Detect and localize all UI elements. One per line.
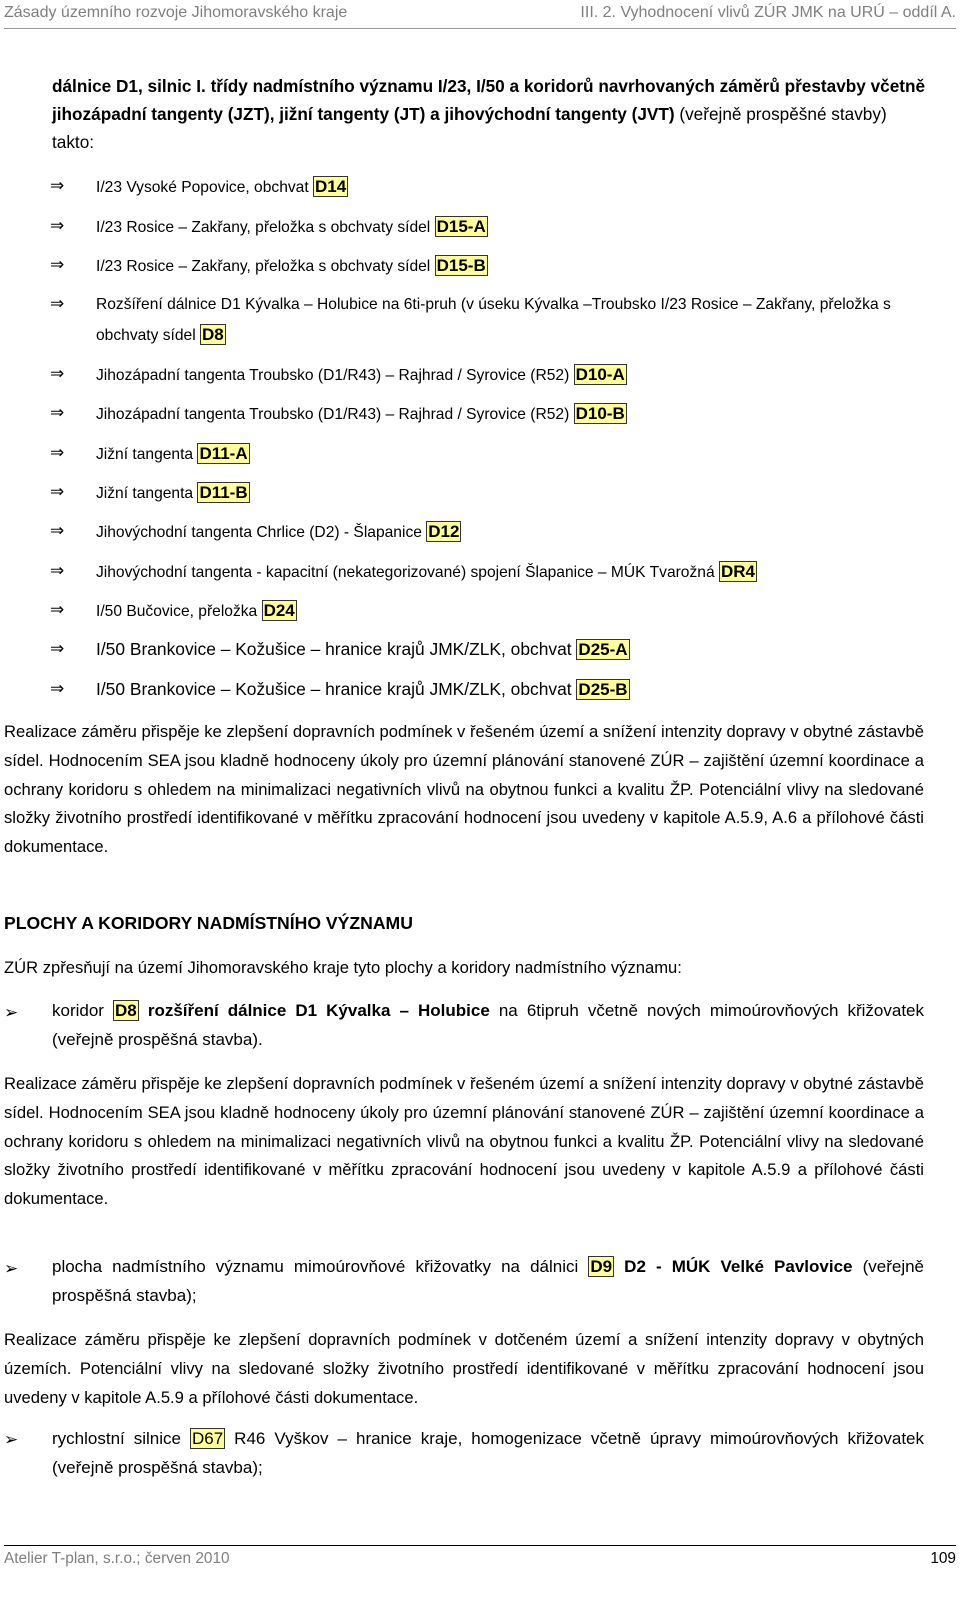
page-number: 109 [930,1550,956,1567]
section-heading: PLOCHY A KORIDORY NADMÍSTNÍHO VÝZNAMU [4,913,413,933]
page-footer [4,1545,956,1574]
footer-company: Atelier T-plan, s.r.o.; červen 2010 [4,1550,230,1567]
list-item [96,517,926,548]
bullet-item-d8: koridor D8 rozšíření dálnice D1 Kývalka – Holubice na 6tipruh včetně nových mimoúrovňových křižovatek (veřejně prospěšná stavba). [52,1001,924,1049]
list-item [96,596,926,627]
list-item [96,251,926,282]
list-item-code: D15-B [436,256,486,275]
list-item-code: D15-A [436,217,486,236]
bullet-item-d67: rychlostní silnice D67 R46 Vyškov – hranice kraje, homogenizace včetně úpravy mimoúrovňových křižovatek (veřejně prospěšná stavba); [52,1429,925,1477]
implies-arrow-icon: ⇒ [50,443,65,462]
paragraph-1: Realizace záměru přispěje ke zlepšení dopravních podmínek v řešeném území a snížení intenzity dopravy v obytné zástavbě sídel. Hodnocením SEA jsou kladně hodnoceny úkoly pro územní plánování stanovené ZÚR – zajištění územní koordinace a ochrany koridoru s ohledem na minimalizaci negativních vlivů na obytnou funkci a kvalitu ŽP. Potenciální vlivy na sledované složky životního prostředí identifikované v měřítku zpracování hodnocení jsou uvedeny v kapitole A.5.9, A.6 a přílohové části dokumentace. [4,722,924,857]
list-item-text: Jihozápadní tangenta Troubsko (D1/R43) – Rajhrad / Syrovice (R52) [96,367,574,384]
intro-bold: dálnice D1, silnic I. třídy nadmístního významu I/23, I/50 a koridorů navrhovaných záměrů přestavby včetně jihozápadní tangenty (JZT), jižní tangenty (JT) a jihovýchodní tangenty (JVT) [52,76,926,125]
list-item-text: I/23 Vysoké Popovice, obchvat [96,179,313,196]
list-item-text: I/50 Brankovice – Kožušice – hranice krajů JMK/ZLK, obchvat [96,679,577,699]
implies-arrow-icon: ⇒ [50,176,65,195]
list-item-code: D25-B [578,680,628,699]
implies-arrow-icon: ⇒ [50,679,65,698]
bullet-arrow-icon: ➢ [4,1259,19,1278]
implies-arrow-icon: ⇒ [50,600,65,619]
list-item-text: Jižní tangenta [96,485,198,502]
list-item [96,675,926,705]
list-item-text: I/50 Bučovice, přeložka [96,603,262,620]
list-item [96,212,926,243]
code-d8: D8 [115,1001,137,1020]
list-item-text: Jižní tangenta [96,446,198,463]
implies-arrow-icon: ⇒ [50,482,65,501]
list-item [96,172,926,203]
paragraph-2: ZÚR zpřesňují na území Jihomoravského kraje tyto plochy a koridory nadmístního významu: [4,958,682,977]
bullet-item-d9: plocha nadmístního významu mimoúrovňové křižovatky na dálnici D9 D2 - MÚK Velké Pavlovice (veřejně prospěšná stavba); [52,1257,925,1305]
list-item [96,439,926,470]
intro-paragraph [52,72,928,157]
paragraph-4: Realizace záměru přispěje ke zlepšení dopravních podmínek v dotčeném území a snížení intenzity dopravy v obytných územích. Potenciální vlivy na sledované složky životního prostředí identifikované v měřítku zpracování hodnocení jsou uvedeny v kapitole A.5.9 a přílohové části dokumentace. [4,1330,924,1407]
list-item-code: D11-A [199,444,248,463]
implies-arrow-icon: ⇒ [50,255,65,274]
list-item-text: I/23 Rosice – Zakřany, přeložka s obchvaty sídel [96,219,435,236]
header-title: Zásady územního rozvoje Jihomoravského kraje [4,4,348,21]
list-item [96,360,926,391]
list-item-text: I/50 Brankovice – Kožušice – hranice krajů JMK/ZLK, obchvat [96,639,577,659]
bullet-arrow-icon: ➢ [4,1003,19,1022]
code-d9: D9 [590,1257,613,1276]
implies-arrow-icon: ⇒ [50,639,65,658]
list-item-text: I/23 Rosice – Zakřany, přeložka s obchvaty sídel [96,258,435,275]
bullet-arrow-icon: ➢ [4,1430,19,1449]
list-item-code: D14 [315,177,347,196]
list-item [96,478,926,509]
page-header [4,2,956,29]
list-item [96,635,926,665]
list-item-code: D8 [202,324,224,344]
list-item [96,399,926,430]
list-item-code: D24 [263,601,295,620]
list-item-code: DR4 [720,562,755,581]
header-section: III. 2. Vyhodnocení vlivů ZÚR JMK na URÚ – oddíl A. [580,4,956,21]
list-item [96,290,926,350]
list-item-code: D25-A [578,640,628,659]
implies-arrow-icon: ⇒ [50,561,65,580]
list-item-code: D10-B [575,404,625,423]
list-item-code: D11-B [199,483,248,502]
implies-arrow-icon: ⇒ [50,521,65,540]
code-d67: D67 [192,1429,224,1448]
list-item-code: D10-A [575,365,625,384]
list-item-text: Jihovýchodní tangenta - kapacitní (nekategorizované) spojení Šlapanice – MÚK Tvarožná [96,564,719,581]
implies-arrow-icon: ⇒ [50,216,65,235]
list-item-code: D12 [428,522,460,541]
paragraph-3: Realizace záměru přispěje ke zlepšení dopravních podmínek v řešeném území a snížení intenzity dopravy v obytné zástavbě sídel. Hodnocením SEA jsou kladně hodnoceny úkoly pro územní plánování stanovené ZÚR – zajištění územní koordinace a ochrany koridoru s ohledem na minimalizaci negativních vlivů na obytnou funkci a kvalitu ŽP. Potenciální vlivy na sledované složky životního prostředí identifikované v měřítku zpracování hodnocení jsou uvedeny v kapitole A.5.9 a přílohové části dokumentace. [4,1074,924,1209]
implies-arrow-icon: ⇒ [50,403,65,422]
list-item [96,557,926,588]
list-item-text: Rozšíření dálnice D1 Kývalka – Holubice na 6ti-pruh (v úseku Kývalka –Troubsko I/23 Rosice – Zakřany, přeložka s obchvaty sídel [96,296,891,344]
list-item-text: Jihovýchodní tangenta Chrlice (D2) - Šlapanice [96,524,427,541]
list-item-text: Jihozápadní tangenta Troubsko (D1/R43) – Rajhrad / Syrovice (R52) [96,406,574,423]
intro-normal: (veřejně prospěšné stavby) takto: [52,104,887,153]
implies-arrow-icon: ⇒ [50,294,65,313]
implies-arrow-icon: ⇒ [50,364,65,383]
